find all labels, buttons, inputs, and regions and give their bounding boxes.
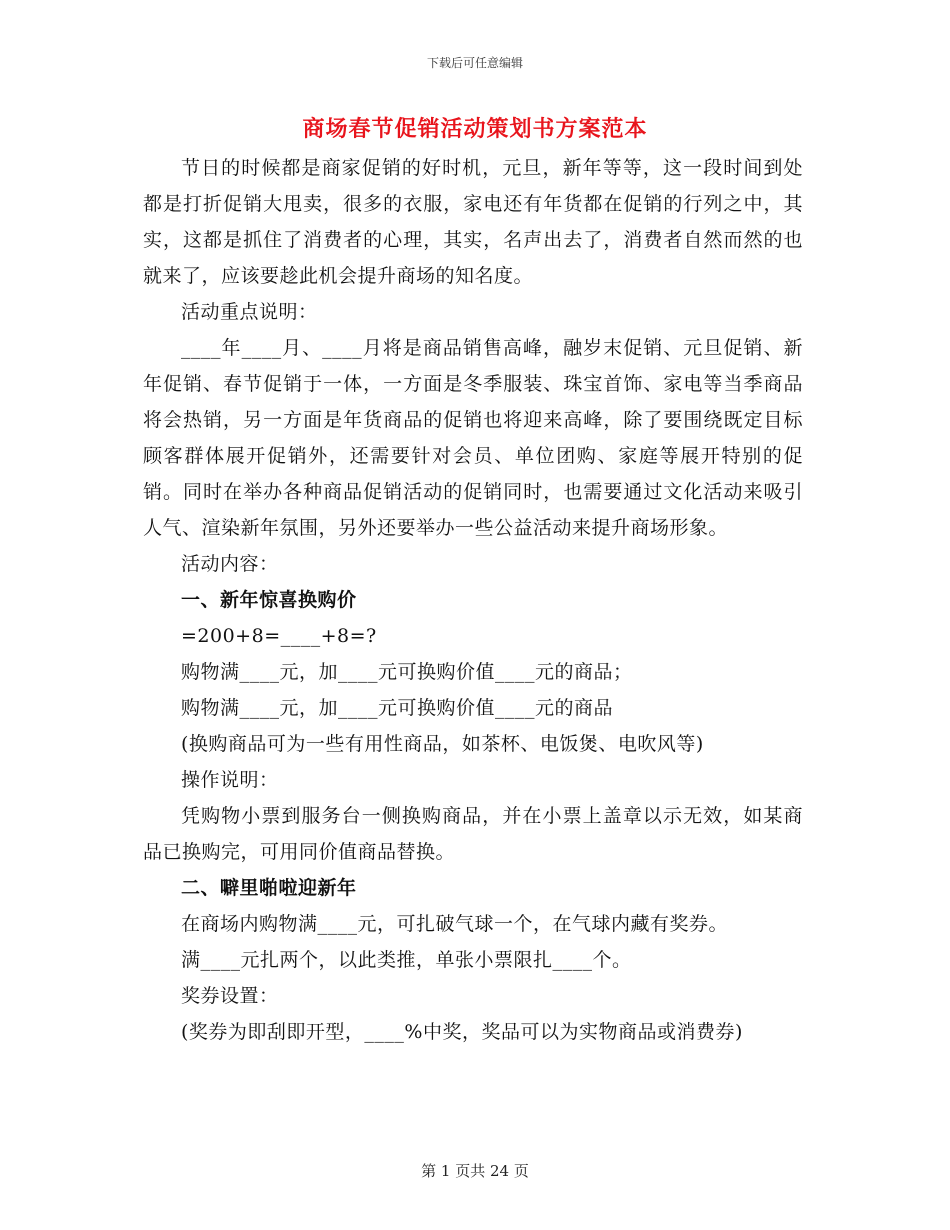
heading-section-2: 二、噼里啪啦迎新年: [181, 877, 357, 899]
exchange-rule-2: 购物满____元，加____元可换购价值____元的商品: [181, 697, 614, 719]
page-footer: 第 1 页共 24 页: [421, 1162, 529, 1180]
header-note: 下载后可任意编辑: [426, 56, 523, 70]
section-label-key-points: 活动重点说明：: [181, 301, 318, 323]
exchange-rule-1: 购物满____元，加____元可换购价值____元的商品；: [181, 661, 633, 683]
key-points-paragraph: ____年____月、____月将是商品销售高峰，融岁末促销、元旦促销、新年促销、春节促销于一体，一方面是冬季服装、珠宝首饰、家电等当季商品将会热销，另一方面是年货商品的促销也将迎来高峰，除了要围绕既定目标顾客群体展开促销外，还需要针对会员、单位团购、家庭等展开特别的促销。同时在举办各种商品促销活动的促销同时，也需要通过文化活动来吸引人气、渲染新年氛围，另外还要举办一些公益活动来提升商场形象。: [143, 337, 803, 539]
exchange-note: (换购商品可为一些有用性商品，如茶杯、电饭煲、电吹风等): [181, 733, 704, 755]
formula-line: =200+8=____+8=?: [181, 625, 377, 647]
document-body: [143, 150, 803, 1050]
balloon-rule-1: 在商场内购物满____元，可扎破气球一个，在气球内藏有奖券。: [181, 913, 729, 935]
prize-note: (奖券为即刮即开型，____%中奖，奖品可以为实物商品或消费券): [181, 1021, 743, 1043]
section-label-operation: 操作说明：: [181, 769, 279, 791]
section-label-content: 活动内容：: [181, 553, 279, 575]
heading-section-1: 一、新年惊喜换购价: [181, 589, 357, 611]
operation-paragraph: 凭购物小票到服务台一侧换购商品，并在小票上盖章以示无效，如某商品已换购完，可用同价值商品替换。: [143, 805, 803, 863]
document-title: 商场春节促销活动策划书方案范本: [302, 116, 648, 142]
balloon-rule-2: 满____元扎两个，以此类推，单张小票限扎____个。: [181, 949, 632, 971]
section-label-prizes: 奖券设置：: [181, 985, 279, 1007]
intro-paragraph: 节日的时候都是商家促销的好时机，元旦，新年等等，这一段时间到处都是打折促销大甩卖，很多的衣服，家电还有年货都在促销的行列之中，其实，这都是抓住了消费者的心理，其实，名声出去了，消费者自然而然的也就来了，应该要趁此机会提升商场的知名度。: [143, 157, 803, 287]
